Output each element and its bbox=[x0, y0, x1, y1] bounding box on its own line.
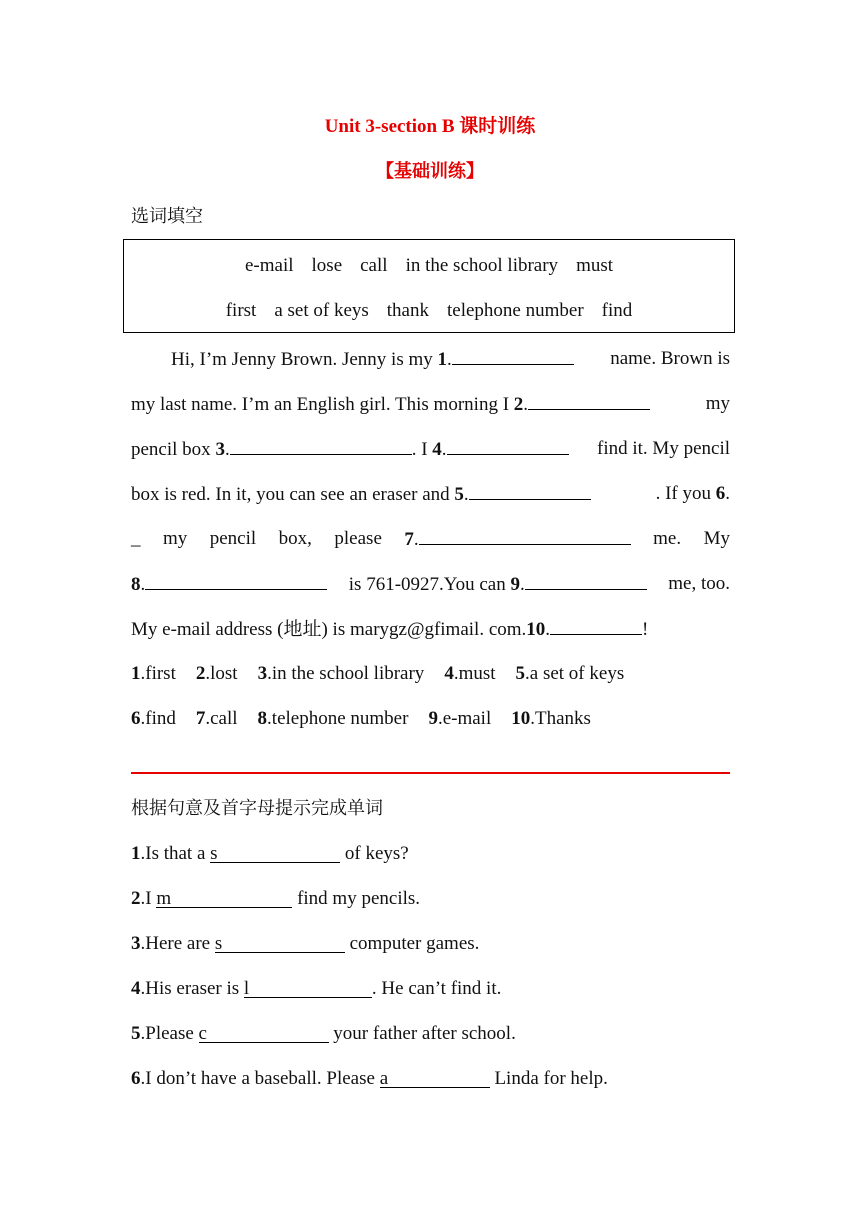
answer-key-item: 6.find bbox=[131, 708, 176, 729]
answer-key-item: 1.first bbox=[131, 663, 176, 684]
answer-blank-8[interactable] bbox=[145, 572, 327, 590]
blank-number: 8 bbox=[131, 574, 141, 595]
answer-blank-9[interactable] bbox=[525, 572, 647, 590]
answer-blank-4[interactable] bbox=[447, 437, 569, 455]
answer-key-item: 4.must bbox=[444, 663, 496, 684]
hint-blank[interactable]: c bbox=[199, 1022, 329, 1043]
passage-text: is 761-0927.You can 9. bbox=[349, 572, 647, 597]
answer-key-item: 8.telephone number bbox=[257, 708, 409, 729]
question-5: 5.Please c your father after school. bbox=[131, 1023, 516, 1044]
hint-blank[interactable]: l bbox=[244, 977, 372, 998]
passage-text: . If you 6. bbox=[655, 483, 730, 504]
word-bank-item: call bbox=[360, 255, 388, 276]
word-bank-item: e-mail bbox=[244, 255, 294, 276]
passage-line-5 bbox=[131, 527, 730, 552]
passage-text: pencil box 3. . I 4. bbox=[131, 437, 569, 462]
word-bank-box bbox=[123, 239, 735, 333]
word-bank-row-2 bbox=[124, 299, 734, 323]
answer-key-item: 10.Thanks bbox=[511, 708, 591, 729]
passage-text: find it. My pencil bbox=[597, 438, 730, 459]
passage-text: my bbox=[705, 393, 730, 414]
answer-key-row-2 bbox=[131, 707, 730, 731]
word-bank-item: must bbox=[576, 255, 614, 276]
page-subtitle-text: 【基础训练】 bbox=[376, 161, 484, 182]
answer-blank-7[interactable] bbox=[419, 527, 631, 545]
passage-text: Hi, I’m Jenny Brown. Jenny is my 1. bbox=[171, 347, 574, 372]
word-bank-item: thank bbox=[386, 300, 429, 321]
passage-text: my last name. I’m an English girl. This morning I 2. bbox=[131, 392, 650, 417]
section2-heading: 根据句意及首字母提示完成单词 bbox=[131, 798, 383, 819]
answer-blank-1[interactable] bbox=[452, 347, 574, 365]
word-bank-item: first bbox=[225, 300, 257, 321]
blank-number: 7 bbox=[404, 529, 414, 550]
blank-number: 10 bbox=[526, 619, 546, 640]
answer-key-item: 9.e-mail bbox=[428, 708, 492, 729]
answer-blank-2[interactable] bbox=[528, 392, 650, 410]
passage-text: ! bbox=[642, 619, 649, 640]
passage-text: box, bbox=[278, 528, 312, 549]
hint-blank[interactable]: m bbox=[156, 887, 292, 908]
blank-number: 6 bbox=[715, 483, 726, 504]
passage-line-2 bbox=[131, 392, 730, 417]
answer-key-row-1 bbox=[131, 662, 730, 686]
section1-heading: 选词填空 bbox=[131, 206, 203, 227]
page-title bbox=[0, 115, 860, 139]
passage-text: My bbox=[703, 528, 730, 549]
passage-text: my bbox=[162, 528, 188, 549]
answer-key-item: 3.in the school library bbox=[257, 663, 425, 684]
blank-number: 9 bbox=[510, 574, 520, 595]
passage-line-4 bbox=[131, 482, 730, 507]
passage-line-6 bbox=[131, 572, 730, 597]
passage-text: My e-mail address (地址) is marygz@gfimail. com. bbox=[131, 619, 527, 640]
hint-blank[interactable]: a bbox=[380, 1067, 490, 1088]
question-6: 6.I don’t have a baseball. Please a Linda for help. bbox=[131, 1068, 608, 1089]
section-divider bbox=[131, 772, 730, 774]
answer-blank-10[interactable] bbox=[550, 617, 642, 635]
passage-text: box is red. In it, you can see an eraser and 5. bbox=[131, 482, 591, 507]
word-bank-item: lose bbox=[311, 255, 343, 276]
passage-text: 7. bbox=[404, 527, 630, 552]
answer-key-item: 2.lost bbox=[195, 663, 238, 684]
passage-text: me. bbox=[653, 528, 682, 549]
passage-text: _ bbox=[131, 528, 141, 549]
question-3: 3.Here are s computer games. bbox=[131, 933, 480, 954]
answer-blank-5[interactable] bbox=[469, 482, 591, 500]
answer-blank-3[interactable] bbox=[230, 437, 412, 455]
page-subtitle bbox=[0, 160, 860, 184]
passage-line-3 bbox=[131, 437, 730, 462]
blank-number: 2 bbox=[513, 394, 524, 415]
passage-line-1 bbox=[131, 347, 730, 372]
word-bank-item: telephone number bbox=[447, 300, 584, 321]
passage-text: pencil bbox=[209, 528, 257, 549]
word-bank-item: find bbox=[601, 300, 633, 321]
word-bank-item: in the school library bbox=[405, 255, 559, 276]
question-1: 1.Is that a s of keys? bbox=[131, 843, 409, 864]
answer-key-item: 5.a set of keys bbox=[515, 663, 625, 684]
passage-text: name. Brown is bbox=[610, 348, 730, 369]
blank-number: 1 bbox=[437, 349, 448, 370]
passage-text: please bbox=[334, 528, 382, 549]
hint-blank[interactable]: s bbox=[215, 932, 345, 953]
question-2: 2.I m find my pencils. bbox=[131, 888, 421, 909]
page-title-text: Unit 3-section B 课时训练 bbox=[324, 116, 536, 137]
passage-text: me, too. bbox=[668, 573, 730, 594]
word-bank-row-1 bbox=[124, 254, 734, 278]
blank-number: 3 bbox=[215, 439, 225, 460]
word-bank-item: a set of keys bbox=[274, 300, 369, 321]
question-4: 4.His eraser is l . He can’t find it. bbox=[131, 978, 502, 999]
answer-key-item: 7.call bbox=[195, 708, 238, 729]
blank-number: 4 bbox=[432, 439, 442, 460]
blank-number: 5 bbox=[454, 484, 464, 505]
passage-text: 8. bbox=[131, 572, 327, 597]
passage-line-7: My e-mail address (地址) is marygz@gfimail. com.10. ! bbox=[131, 619, 649, 640]
hint-blank[interactable]: s bbox=[210, 842, 340, 863]
